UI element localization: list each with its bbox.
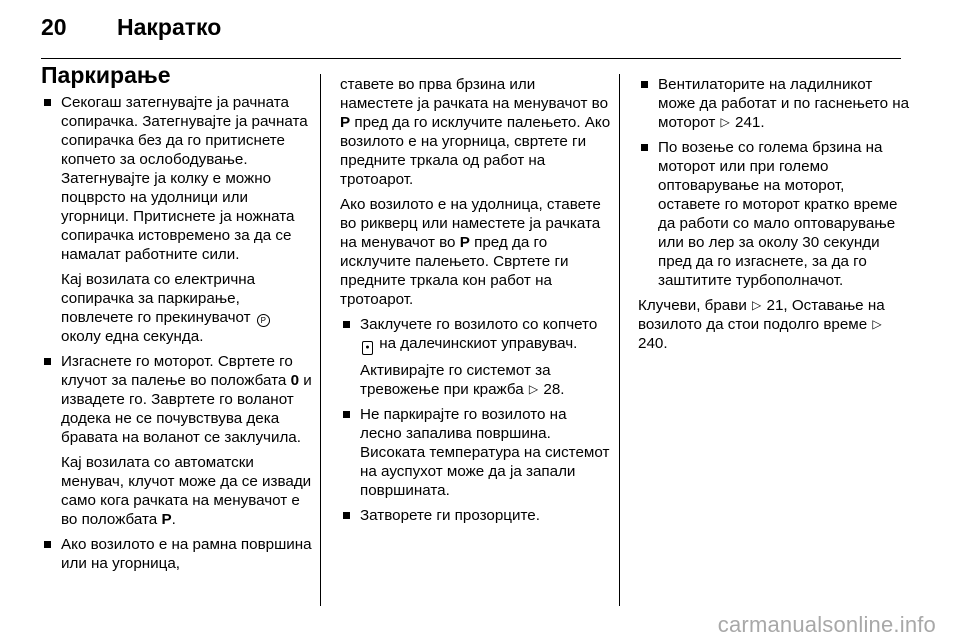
paragraph: Кај возилата со електрична сопирачка за паркирање, повлечете го прекинувачот P околу една секунда. [61,270,313,346]
paragraph: Не паркирајте го возилото на лесно запалива површина. Високата температура на системот на ауспухот може да ја запали површината. [360,406,610,499]
bullet-icon [641,81,648,88]
bullet-icon [44,541,51,548]
bullet-icon [343,512,350,519]
column-divider-2 [619,74,620,606]
list-item [41,93,313,346]
paragraph: Активирајте го системот за тревожење при кражба ▷ 28. [360,362,565,398]
paragraph: Затворете ги прозорците. [360,507,540,524]
column-3 [638,75,910,359]
column-2 [340,75,612,531]
bullet-icon [44,358,51,365]
arrow-icon: ▷ [872,317,882,331]
paragraph: Заклучете го возилото со копчето ● на далечинскиот управувач. [360,315,612,355]
list-item [340,315,612,399]
paragraph: Изгаснете го моторот. Свртете го клучот за палење во положбата 0 и извадете го. Завртете го воланот додека не се почувствува дека бравата на воланот се заклучила. [61,353,312,446]
arrow-icon: ▷ [528,382,539,396]
cross-reference: Клучеви, брави ▷ 21, Оставање на возилото да стои подолго време ▷ 240. [638,297,885,352]
watermark: carmanualsonline.info [717,612,936,637]
paragraph: Вентилаторите на ладилникот може да работат и по гаснењето на моторот ▷ 241. [658,76,910,131]
parking-brake-switch-icon: P [257,314,270,327]
arrow-icon: ▷ [720,115,730,129]
list-item [340,405,612,500]
list-item [41,352,313,529]
list-item [41,535,313,573]
bullet-icon [343,321,350,328]
paragraph: Кај возилата со автоматски менувач, клучот може да се извади само кога рачката на менувачот е во положбата P. [61,454,312,528]
bullet-icon [44,99,51,106]
lock-key-icon: ● [362,341,373,355]
paragraph: ставете во прва брзина или наместете ја рачката на менувачот во P пред да го исклучите палењето. Ако возилото е на угорница, свртете ги предните тркала од работ на тротоарот. [340,76,611,188]
list-item [340,506,612,525]
arrow-icon: ▷ [752,298,762,312]
bullet-icon [641,144,648,151]
section-title: Паркирање [41,62,171,88]
paragraph: По возење со голема брзина на моторот или при големо оптоварување на моторот, оставете го моторот кратко време да работи со мало оптоварување или во лер за околу 30 секунди пред да го изгаснете, за да го заштитите турбополначот. [658,139,898,289]
bullet-icon [343,411,350,418]
page-number: 20 [41,14,67,40]
column-divider-1 [320,74,321,606]
paragraph: Секогаш затегнувајте ја рачната сопирачка. Затегнувајте ја рачната сопирачка без да го притиснете копчето за ослободување. Затегнувајте ја колку е можно поцврсто на удолници или угорници. Притиснете ја ножната сопирачка истовремено за да се намалат работните сили. [61,94,308,263]
list-item [638,75,910,132]
header-divider [41,58,901,59]
paragraph: Ако возилото е на удолница, ставете во рикверц или наместете ја рачката на менувачот во P пред да го исклучите палењето. Свртете ги предните тркала кон работ на тротоарот. [340,196,601,308]
column-1 [41,60,313,579]
chapter-title: Накратко [117,14,222,40]
paragraph: Ако возилото е на рамна површина или на угорница, [61,536,312,572]
list-item [638,138,910,290]
